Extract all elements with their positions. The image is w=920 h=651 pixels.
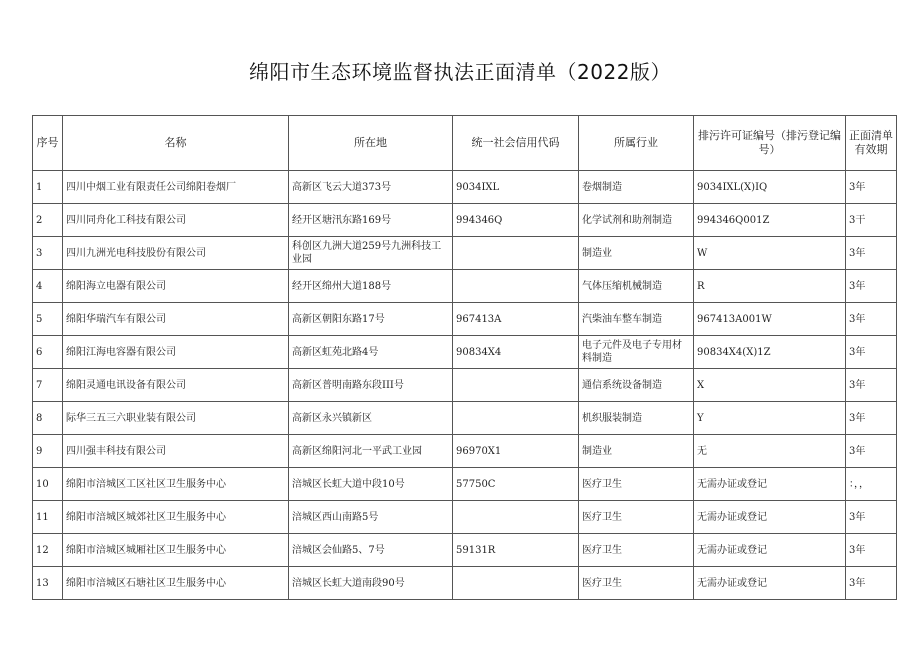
cell-location: 高新区虹苑北路4号	[289, 336, 453, 369]
cell-validity: 3年	[846, 369, 897, 402]
cell-credit-code: 59131R	[453, 534, 579, 567]
table-row	[33, 336, 897, 369]
cell-validity: ：，，	[846, 468, 897, 501]
header-industry: 所属行业	[579, 116, 694, 171]
cell-index: 1	[33, 171, 63, 204]
cell-industry: 医疗卫生	[579, 534, 694, 567]
cell-name: 绵阳江海电容器有限公司	[63, 336, 289, 369]
cell-industry: 制造业	[579, 435, 694, 468]
cell-industry: 制造业	[579, 237, 694, 270]
cell-validity: 3年	[846, 501, 897, 534]
table-row	[33, 204, 897, 237]
cell-credit-code	[453, 567, 579, 600]
cell-permit: 967413A001W	[694, 303, 846, 336]
cell-permit: 994346Q001Z	[694, 204, 846, 237]
header-location: 所在地	[289, 116, 453, 171]
cell-name: 际华三五三六职业装有限公司	[63, 402, 289, 435]
cell-credit-code: 994346Q	[453, 204, 579, 237]
header-validity: 正面清单有效期	[846, 116, 897, 171]
cell-credit-code: 57750C	[453, 468, 579, 501]
cell-credit-code	[453, 270, 579, 303]
cell-credit-code: 9034IXL	[453, 171, 579, 204]
cell-credit-code: 967413A	[453, 303, 579, 336]
cell-permit: 无需办证或登记	[694, 534, 846, 567]
cell-name: 绵阳市涪城区城厢社区卫生服务中心	[63, 534, 289, 567]
cell-validity: 3年	[846, 237, 897, 270]
table-row	[33, 270, 897, 303]
cell-validity: 3年	[846, 303, 897, 336]
table-row	[33, 369, 897, 402]
cell-location: 高新区飞云大道373号	[289, 171, 453, 204]
cell-validity: 3年	[846, 435, 897, 468]
page-title: 绵阳市生态环境监督执法正面清单（2022版）	[249, 60, 671, 84]
cell-location: 涪城区长虹大道中段10号	[289, 468, 453, 501]
cell-index: 12	[33, 534, 63, 567]
table-row	[33, 567, 897, 600]
cell-permit: 无需办证或登记	[694, 567, 846, 600]
cell-permit: 9034IXL(X)IQ	[694, 171, 846, 204]
cell-index: 9	[33, 435, 63, 468]
header-index: 序号	[33, 116, 63, 171]
cell-location: 经开区塘汛东路169号	[289, 204, 453, 237]
cell-validity: 3年	[846, 567, 897, 600]
cell-permit: Y	[694, 402, 846, 435]
cell-name: 绵阳华瑞汽车有限公司	[63, 303, 289, 336]
cell-name: 绵阳市涪城区城郊社区卫生服务中心	[63, 501, 289, 534]
cell-permit: 无	[694, 435, 846, 468]
cell-industry: 气体压缩机械制造	[579, 270, 694, 303]
cell-credit-code: 90834X4	[453, 336, 579, 369]
cell-location: 涪城区西山南路5号	[289, 501, 453, 534]
cell-validity: 3干	[846, 204, 897, 237]
cell-credit-code	[453, 402, 579, 435]
table-row	[33, 171, 897, 204]
cell-industry: 化学试剂和助剂制造	[579, 204, 694, 237]
table-row	[33, 435, 897, 468]
cell-location: 涪城区会仙路5、7号	[289, 534, 453, 567]
cell-industry: 电子元件及电子专用材料制造	[579, 336, 694, 369]
cell-credit-code	[453, 501, 579, 534]
cell-validity: 3年	[846, 270, 897, 303]
cell-index: 6	[33, 336, 63, 369]
cell-name: 四川九洲光电科技股份有限公司	[63, 237, 289, 270]
cell-location: 高新区朝阳东路17号	[289, 303, 453, 336]
cell-permit: 无需办证或登记	[694, 501, 846, 534]
positive-list-table	[32, 115, 897, 600]
cell-credit-code	[453, 237, 579, 270]
cell-validity: 3年	[846, 171, 897, 204]
cell-name: 绵阳市涪城区工区社区卫生服务中心	[63, 468, 289, 501]
table-row	[33, 303, 897, 336]
cell-name: 四川中烟工业有限责任公司绵阳卷烟厂	[63, 171, 289, 204]
header-permit: 排污许可证编号（排污登记编号）	[694, 116, 846, 171]
table-row	[33, 501, 897, 534]
cell-name: 绵阳市涪城区石塘社区卫生服务中心	[63, 567, 289, 600]
header-name: 名称	[63, 116, 289, 171]
cell-location: 科创区九洲大道259号九洲科技工业园	[289, 237, 453, 270]
cell-location: 经开区绵州大道188号	[289, 270, 453, 303]
cell-permit: W	[694, 237, 846, 270]
cell-name: 绵阳灵通电讯设备有限公司	[63, 369, 289, 402]
cell-industry: 医疗卫生	[579, 468, 694, 501]
cell-location: 高新区普明南路东段III号	[289, 369, 453, 402]
cell-index: 11	[33, 501, 63, 534]
cell-industry: 卷烟制造	[579, 171, 694, 204]
cell-location: 高新区绵阳河北一平武工业园	[289, 435, 453, 468]
cell-industry: 汽柴油车整车制造	[579, 303, 694, 336]
cell-validity: 3年	[846, 336, 897, 369]
cell-location: 涪城区长虹大道南段90号	[289, 567, 453, 600]
cell-index: 4	[33, 270, 63, 303]
cell-permit: R	[694, 270, 846, 303]
cell-credit-code	[453, 369, 579, 402]
table-row	[33, 402, 897, 435]
cell-permit: X	[694, 369, 846, 402]
header-credit-code: 统一社会信用代码	[453, 116, 579, 171]
table-row	[33, 534, 897, 567]
cell-name: 四川强丰科技有限公司	[63, 435, 289, 468]
cell-index: 7	[33, 369, 63, 402]
cell-validity: 3年	[846, 534, 897, 567]
cell-permit: 无需办证或登记	[694, 468, 846, 501]
table-header-row	[33, 116, 897, 171]
cell-index: 5	[33, 303, 63, 336]
cell-index: 2	[33, 204, 63, 237]
table-row	[33, 237, 897, 270]
cell-industry: 机织服装制造	[579, 402, 694, 435]
cell-index: 3	[33, 237, 63, 270]
cell-name: 四川同舟化工科技有限公司	[63, 204, 289, 237]
cell-index: 10	[33, 468, 63, 501]
cell-location: 高新区永兴镇新区	[289, 402, 453, 435]
cell-credit-code: 96970X1	[453, 435, 579, 468]
table-row	[33, 468, 897, 501]
cell-index: 8	[33, 402, 63, 435]
cell-industry: 医疗卫生	[579, 501, 694, 534]
cell-industry: 医疗卫生	[579, 567, 694, 600]
cell-validity: 3年	[846, 402, 897, 435]
cell-industry: 通信系统设备制造	[579, 369, 694, 402]
cell-index: 13	[33, 567, 63, 600]
cell-permit: 90834X4(X)1Z	[694, 336, 846, 369]
cell-name: 绵阳海立电器有限公司	[63, 270, 289, 303]
